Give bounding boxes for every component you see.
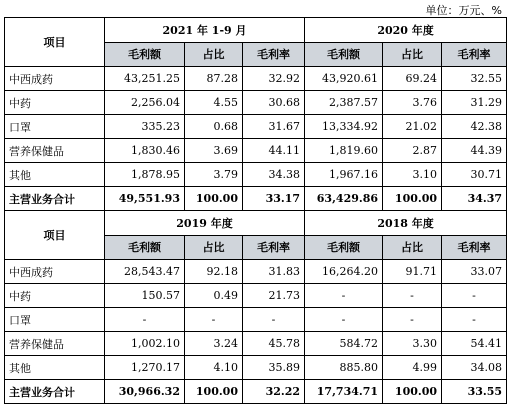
cell-value: 91.71: [383, 260, 442, 284]
metric-header: 毛利率: [442, 235, 507, 260]
table-row: [5, 91, 507, 115]
cell-value: 34.08: [442, 356, 507, 380]
row-label: 口罩: [5, 308, 105, 332]
metric-header: 毛利率: [442, 42, 507, 67]
period-header: 2021 年 1-9 月: [105, 18, 305, 43]
cell-value: 3.79: [185, 163, 243, 187]
cell-value: 2.87: [383, 139, 442, 163]
row-label: 其他: [5, 163, 105, 187]
cell-value: 100.00: [383, 380, 442, 404]
cell-value: 21.73: [243, 284, 305, 308]
row-label: 主营业务合计: [5, 187, 105, 211]
table-row: [5, 139, 507, 163]
cell-value: 35.89: [243, 356, 305, 380]
cell-value: 49,551.93: [105, 187, 185, 211]
cell-value: 43,251.25: [105, 67, 185, 91]
cell-value: 34.37: [442, 187, 507, 211]
cell-value: 44.11: [243, 139, 305, 163]
cell-value: 43,920.61: [305, 67, 383, 91]
period-header: 2019 年度: [105, 211, 305, 236]
table-row: [5, 284, 507, 308]
cell-value: 4.55: [185, 91, 243, 115]
table-row: [5, 163, 507, 187]
cell-value: 13,334.92: [305, 115, 383, 139]
section1-period-row: [5, 18, 507, 43]
cell-value: 31.67: [243, 115, 305, 139]
metric-header: 毛利额: [105, 235, 185, 260]
metric-header: 占比: [185, 42, 243, 67]
cell-value: 44.39: [442, 139, 507, 163]
item-header: 项目: [5, 18, 105, 67]
cell-value: 33.55: [442, 380, 507, 404]
section2-period-row: [5, 211, 507, 236]
cell-value: 4.99: [383, 356, 442, 380]
cell-value: 31.83: [243, 260, 305, 284]
row-label: 营养保健品: [5, 139, 105, 163]
cell-value: 42.38: [442, 115, 507, 139]
cell-value: -: [185, 308, 243, 332]
cell-value: -: [305, 308, 383, 332]
cell-value: 0.49: [185, 284, 243, 308]
cell-value: 1,878.95: [105, 163, 185, 187]
period-header: 2020 年度: [305, 18, 507, 43]
cell-value: 87.28: [185, 67, 243, 91]
cell-value: 34.38: [243, 163, 305, 187]
cell-value: 1,002.10: [105, 332, 185, 356]
cell-value: 3.69: [185, 139, 243, 163]
row-label: 主营业务合计: [5, 380, 105, 404]
row-label: 口罩: [5, 115, 105, 139]
cell-value: 33.17: [243, 187, 305, 211]
cell-value: 69.24: [383, 67, 442, 91]
cell-value: -: [383, 308, 442, 332]
row-label: 其他: [5, 356, 105, 380]
metric-header: 毛利额: [105, 42, 185, 67]
table-row: [5, 260, 507, 284]
metric-header: 毛利率: [243, 42, 305, 67]
cell-value: 3.76: [383, 91, 442, 115]
cell-value: 3.10: [383, 163, 442, 187]
cell-value: 100.00: [383, 187, 442, 211]
gross-profit-table: [4, 17, 507, 404]
table-row: [5, 115, 507, 139]
cell-value: 17,734.71: [305, 380, 383, 404]
cell-value: 32.92: [243, 67, 305, 91]
cell-value: 3.30: [383, 332, 442, 356]
cell-value: 4.10: [185, 356, 243, 380]
unit-note: 单位：万元、%: [425, 4, 502, 17]
metric-header: 占比: [383, 42, 442, 67]
cell-value: 1,819.60: [305, 139, 383, 163]
metric-header: 毛利额: [305, 42, 383, 67]
cell-value: 150.57: [105, 284, 185, 308]
cell-value: 16,264.20: [305, 260, 383, 284]
metric-header: 占比: [185, 235, 243, 260]
cell-value: 54.41: [442, 332, 507, 356]
cell-value: 33.07: [442, 260, 507, 284]
total-row: [5, 187, 507, 211]
cell-value: 30.71: [442, 163, 507, 187]
cell-value: 1,270.17: [105, 356, 185, 380]
cell-value: 30.68: [243, 91, 305, 115]
cell-value: 1,967.16: [305, 163, 383, 187]
cell-value: 30,966.32: [105, 380, 185, 404]
period-header: 2018 年度: [305, 211, 507, 236]
cell-value: 100.00: [185, 187, 243, 211]
cell-value: 92.18: [185, 260, 243, 284]
cell-value: 0.68: [185, 115, 243, 139]
cell-value: 32.55: [442, 67, 507, 91]
cell-value: -: [442, 284, 507, 308]
cell-value: 335.23: [105, 115, 185, 139]
metric-header: 占比: [383, 235, 442, 260]
cell-value: 3.24: [185, 332, 243, 356]
cell-value: -: [442, 308, 507, 332]
row-label: 中西成药: [5, 67, 105, 91]
cell-value: 584.72: [305, 332, 383, 356]
table-row: [5, 308, 507, 332]
row-label: 中西成药: [5, 260, 105, 284]
cell-value: 31.29: [442, 91, 507, 115]
metric-header: 毛利率: [243, 235, 305, 260]
cell-value: -: [243, 308, 305, 332]
cell-value: 45.78: [243, 332, 305, 356]
table-row: [5, 356, 507, 380]
cell-value: 2,256.04: [105, 91, 185, 115]
metric-header: 毛利额: [305, 235, 383, 260]
table-row: [5, 67, 507, 91]
cell-value: 21.02: [383, 115, 442, 139]
row-label: 中药: [5, 91, 105, 115]
cell-value: 885.80: [305, 356, 383, 380]
item-header: 项目: [5, 211, 105, 260]
cell-value: 32.22: [243, 380, 305, 404]
cell-value: 1,830.46: [105, 139, 185, 163]
cell-value: -: [383, 284, 442, 308]
cell-value: 2,387.57: [305, 91, 383, 115]
total-row: [5, 380, 507, 404]
cell-value: -: [305, 284, 383, 308]
table-row: [5, 332, 507, 356]
cell-value: 63,429.86: [305, 187, 383, 211]
cell-value: 28,543.47: [105, 260, 185, 284]
row-label: 营养保健品: [5, 332, 105, 356]
row-label: 中药: [5, 284, 105, 308]
cell-value: 100.00: [185, 380, 243, 404]
cell-value: -: [105, 308, 185, 332]
